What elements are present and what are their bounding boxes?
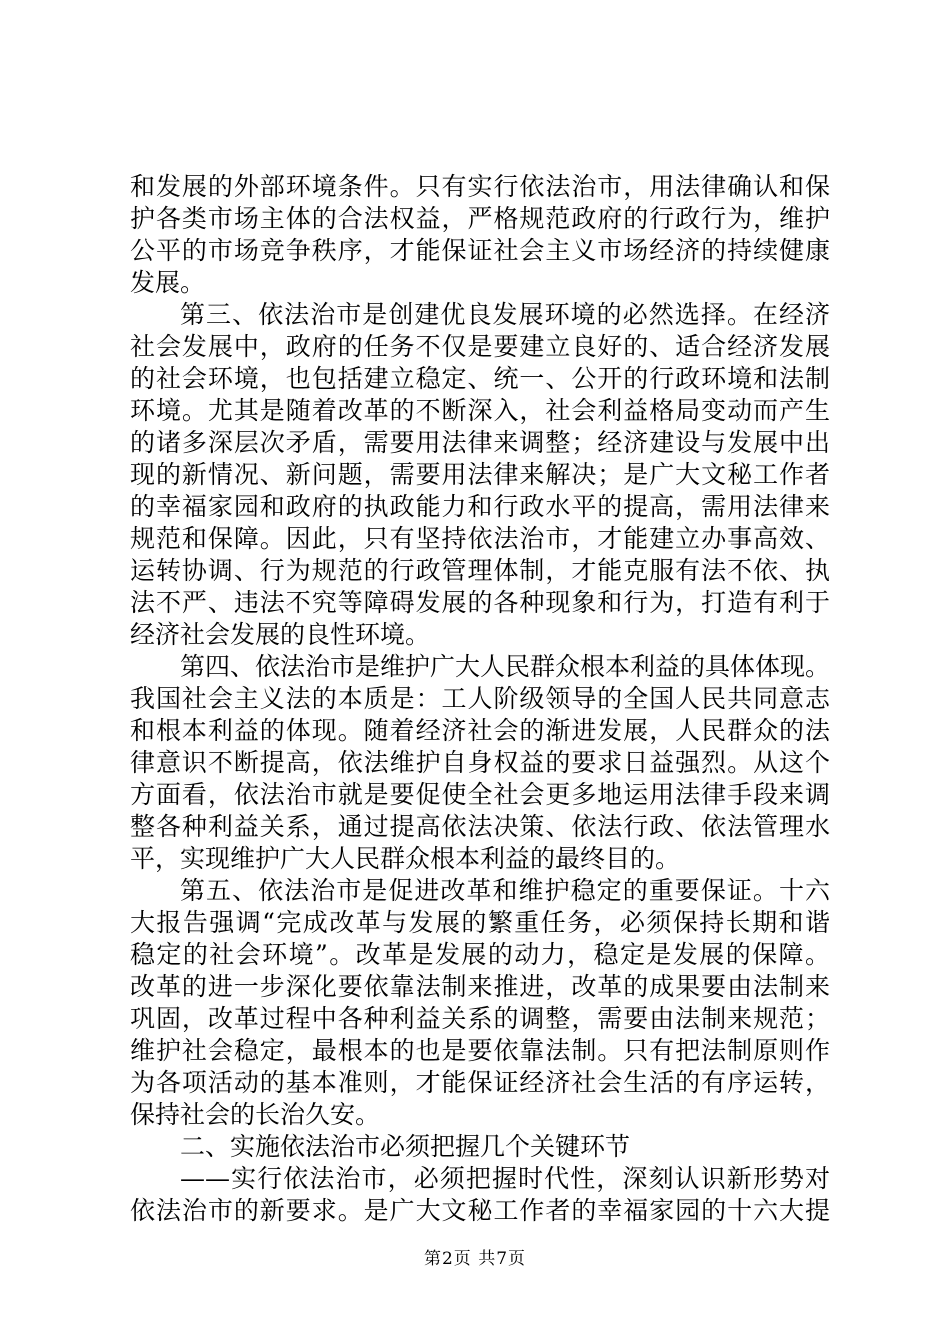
text-line: 二、实施依法治市必须把握几个关键环节 xyxy=(180,1132,631,1161)
text-line: 经济社会发展的良性环境。 xyxy=(130,620,431,649)
text-line: 现的新情况、新问题，需要用法律来解决；是广大文秘工作者 xyxy=(130,460,830,489)
text-line: 的诸多深层次矛盾，需要用法律来调整；经济建设与发展中出 xyxy=(130,428,830,457)
text-line: 第五、依法治市是促进改革和维护稳定的重要保证。十六 xyxy=(180,876,830,905)
text-line: 方面看，依法治市就是要促使全社会更多地运用法律手段来调 xyxy=(130,780,830,809)
text-line: 大报告强调“完成改革与发展的繁重任务，必须保持长期和谐 xyxy=(130,908,830,937)
text-line: 和根本利益的体现。随着经济社会的渐进发展，人民群众的法 xyxy=(130,716,830,745)
text-line: 改革的进一步深化要依靠法制来推进，改革的成果要由法制来 xyxy=(130,972,830,1001)
text-line: 维护社会稳定，最根本的也是要依靠法制。只有把法制原则作 xyxy=(130,1036,830,1065)
text-line: 律意识不断提高，依法维护自身权益的要求日益强烈。从这个 xyxy=(130,748,830,777)
text-line: 法不严、违法不究等障碍发展的各种现象和行为，打造有利于 xyxy=(130,588,830,617)
text-line: 为各项活动的基本准则，才能保证经济社会生活的有序运转， xyxy=(130,1068,830,1097)
text-line: 环境。尤其是随着改革的不断深入，社会利益格局变动而产生 xyxy=(130,396,830,425)
text-line: 公平的市场竞争秩序，才能保证社会主义市场经济的持续健康 xyxy=(130,236,830,265)
text-line: 和发展的外部环境条件。只有实行依法治市，用法律确认和保 xyxy=(130,172,830,201)
text-line: 保持社会的长治久安。 xyxy=(130,1100,381,1129)
page-footer: 第2页 共7页 xyxy=(423,1249,527,1269)
text-line: 发展。 xyxy=(130,268,206,297)
text-line: 我国社会主义法的本质是：工人阶级领导的全国人民共同意志 xyxy=(130,684,830,713)
text-line: 第四、依法治市是维护广大人民群众根本利益的具体体现。 xyxy=(180,652,831,681)
text-line: 运转协调、行为规范的行政管理体制，才能克服有法不依、执 xyxy=(130,556,830,585)
document-body xyxy=(130,171,830,1227)
text-line: ——实行依法治市，必须把握时代性，深刻认识新形势对 xyxy=(180,1164,830,1193)
text-line: 的社会环境，也包括建立稳定、统一、公开的行政环境和法制 xyxy=(130,364,830,393)
text-line: 规范和保障。因此，只有坚持依法治市，才能建立办事高效、 xyxy=(130,524,830,553)
text-line: 护各类市场主体的合法权益，严格规范政府的行政行为，维护 xyxy=(130,204,830,233)
text-line: 依法治市的新要求。是广大文秘工作者的幸福家园的十六大提 xyxy=(130,1196,830,1225)
text-line: 社会发展中，政府的任务不仅是要建立良好的、适合经济发展 xyxy=(130,332,830,361)
text-line: 整各种利益关系，通过提高依法决策、依法行政、依法管理水 xyxy=(130,812,830,841)
text-line: 巩固，改革过程中各种利益关系的调整，需要由法制来规范； xyxy=(130,1004,830,1033)
text-line: 的幸福家园和政府的执政能力和行政水平的提高，需用法律来 xyxy=(130,492,830,521)
text-line: 第三、依法治市是创建优良发展环境的必然选择。在经济 xyxy=(180,300,830,329)
text-line: 稳定的社会环境”。改革是发展的动力，稳定是发展的保障。 xyxy=(130,940,830,969)
text-line: 平，实现维护广大人民群众根本利益的最终目的。 xyxy=(130,844,681,873)
